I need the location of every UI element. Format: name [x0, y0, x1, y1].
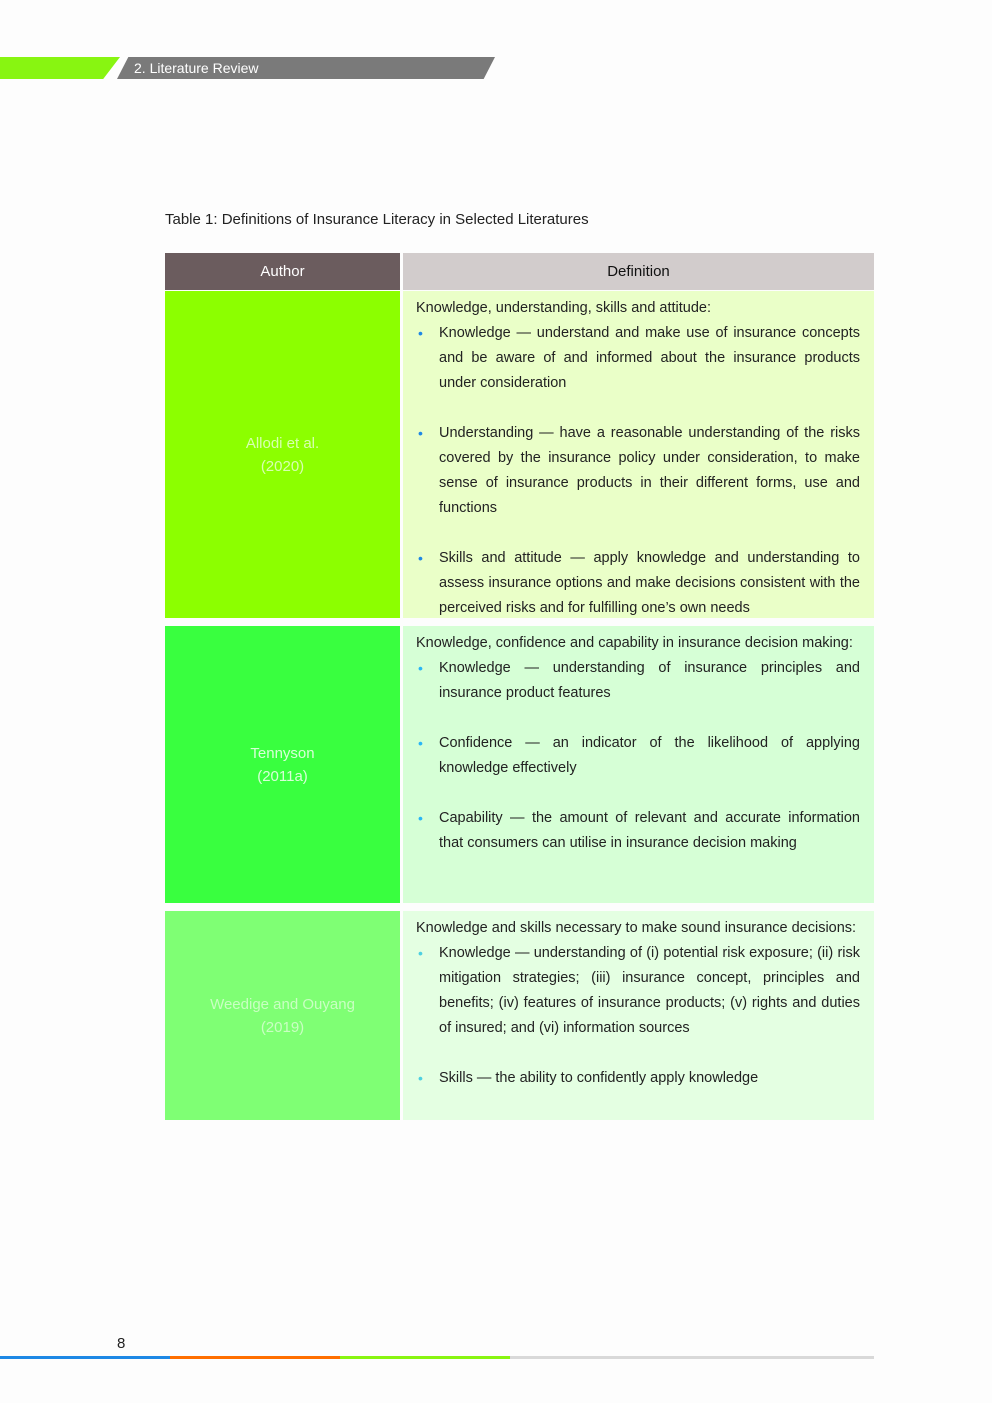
definition-item [416, 656, 860, 706]
definition-item [416, 731, 860, 781]
bullet-icon: • [418, 1070, 423, 1086]
definition-item [416, 806, 860, 856]
definition-item [416, 546, 860, 621]
column-header-author: Author [165, 253, 400, 290]
bullet-icon: • [418, 425, 423, 441]
definition-item-text: Understanding — have a reasonable understanding of the risks covered by the insurance policy under consideration, to make sense of insurance products in their different forms, use and functions [439, 425, 860, 516]
definition-list [416, 941, 860, 1091]
definition-item-text: Confidence — an indicator of the likelihood of applying knowledge effectively [439, 735, 860, 776]
definition-item-text: Skills and attitude — apply knowledge and understanding to assess insurance options and make decisions consistent with the perceived risks and for fulfilling one’s own needs [439, 550, 860, 616]
bullet-icon: • [418, 660, 423, 676]
bullet-icon: • [418, 810, 423, 826]
author-cell [165, 291, 400, 618]
author-name: Weedige and Ouyang [210, 995, 355, 1013]
definition-item-text: Knowledge — understanding of insurance principles and insurance product features [439, 660, 860, 701]
header-accent-bar [0, 57, 120, 79]
definition-item [416, 1066, 860, 1091]
definition-list [416, 321, 860, 621]
bullet-icon: • [418, 550, 423, 566]
definition-cell [403, 911, 874, 1120]
author-name: Allodi et al. [245, 434, 320, 452]
definition-item [416, 321, 860, 396]
definition-intro: Knowledge, understanding, skills and attitude: [416, 300, 712, 316]
footer-bar-blue [0, 1356, 170, 1359]
author-year: (2020) [260, 457, 305, 475]
footer-bar-orange [170, 1356, 340, 1359]
author-year: (2019) [260, 1018, 305, 1036]
definition-list [416, 656, 860, 856]
author-year: (2011a) [257, 767, 308, 785]
definition-item-text: Knowledge — understanding of (i) potential risk exposure; (ii) risk mitigation strategies; (iii) insurance concept, principles and benefits; (iv) features of insurance products; (v) rights and duties of insured; and (vi) information sources [439, 945, 860, 1036]
column-header-definition: Definition [403, 253, 874, 290]
footer-bar-green [340, 1356, 510, 1359]
definition-item [416, 941, 860, 1041]
bullet-icon: • [418, 735, 423, 751]
definition-item-text: Capability — the amount of relevant and accurate information that consumers can utilise in insurance decision making [439, 810, 860, 851]
table-caption: Table 1: Definitions of Insurance Literacy in Selected Literatures [165, 211, 589, 228]
footer-bar-grey [510, 1356, 874, 1359]
definition-cell [403, 626, 874, 903]
author-cell [165, 626, 400, 903]
bullet-icon: • [418, 945, 423, 961]
section-title: 2. Literature Review [134, 60, 259, 76]
page-number: 8 [117, 1335, 126, 1352]
definition-cell [403, 291, 874, 618]
bullet-icon: • [418, 325, 423, 341]
author-name: Tennyson [250, 744, 315, 762]
definition-intro: Knowledge, confidence and capability in insurance decision making: [416, 635, 853, 651]
definition-item-text: Skills — the ability to confidently apply knowledge [439, 1070, 759, 1086]
definition-item [416, 421, 860, 521]
definition-intro: Knowledge and skills necessary to make sound insurance decisions: [416, 920, 857, 936]
definition-item-text: Knowledge — understand and make use of insurance concepts and be aware of and informed about the insurance products under consideration [439, 325, 860, 391]
author-cell [165, 911, 400, 1120]
